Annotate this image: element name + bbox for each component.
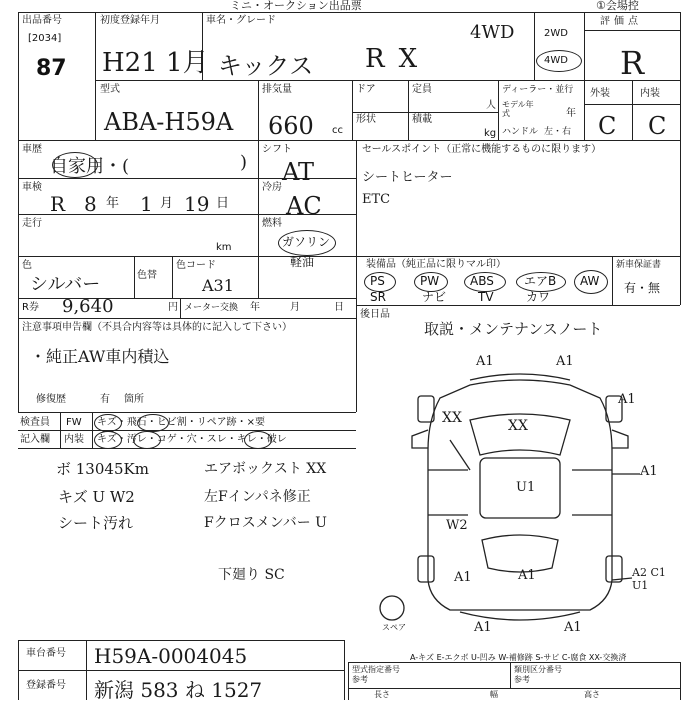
equip-ps: PS: [370, 274, 385, 288]
meter-month-unit: 月: [290, 302, 300, 313]
inspection-day: 19: [184, 192, 210, 216]
year-unit: 年: [566, 108, 576, 119]
fuel-gasoline: ガソリン: [282, 235, 331, 249]
equip-abs: ABS: [470, 274, 494, 288]
diagram-mark-10: A1: [518, 568, 536, 583]
inspector-note-5: 左Fインパネ修正: [204, 489, 311, 505]
inspector-note-6: Fクロスメンバー U: [204, 515, 327, 531]
equip-tv: TV: [478, 290, 494, 304]
interior-items: キズ・汚レ・コゲ・穴・スレ・キレ・破レ: [97, 434, 287, 445]
diagram-mark-6: U1: [516, 480, 536, 495]
lot-number: 87: [36, 56, 67, 81]
type-label: 型式: [100, 84, 120, 95]
length-label: 長さ: [374, 690, 390, 699]
class-number-label: 類別区分番号: [514, 665, 562, 674]
color-label: 色: [22, 260, 32, 271]
diagram-mark-3: A1: [618, 392, 636, 407]
lot-label: 出品番号: [22, 15, 62, 26]
diagram-mark-2: A1: [556, 354, 574, 369]
inspector-note-3: シート汚れ: [58, 514, 134, 532]
exterior-value: C: [598, 112, 617, 140]
fw-label: FW: [66, 417, 82, 428]
sales-point-1: シートヒーター: [362, 170, 453, 185]
interior-value: C: [648, 112, 667, 140]
interior-label: 内装: [640, 88, 660, 99]
fuel-label: 燃料: [262, 218, 282, 229]
meter-day-unit: 日: [334, 302, 344, 313]
inspection-era: R: [50, 192, 66, 216]
sales-point-2: ETC: [362, 192, 391, 207]
diagram-mark-9: A1: [454, 570, 472, 585]
aircon-label: 冷房: [262, 182, 282, 193]
inspector-label: 検査員: [20, 417, 50, 428]
model-grade: RX: [365, 44, 432, 74]
form-title: ミニ・オークション出品票: [230, 0, 362, 12]
inspection-year-unit: 年: [106, 196, 120, 211]
inspector-note-4: エアボックスト XX: [204, 461, 327, 477]
diagram-mark-12: A1: [474, 620, 492, 635]
first-registration-label: 初度登録年月: [100, 15, 160, 26]
person-unit: 人: [486, 100, 496, 111]
capacity-label: 定員: [412, 84, 432, 95]
history-close: ): [240, 152, 248, 173]
inspection-month: 1: [140, 192, 153, 216]
load-label: 積載: [412, 114, 432, 125]
displacement-value: 660: [268, 112, 314, 140]
model-year-label: モデル年式: [502, 100, 534, 118]
inspection-label: 車検: [22, 182, 42, 193]
new-warranty-label: 新車保証書: [616, 260, 662, 270]
recycle-value: 9,640: [62, 296, 114, 317]
diagram-mark-5: XX: [508, 418, 528, 434]
notes-label: 注意事項申告欄（不具合内容等は具体的に記入して下さい）: [22, 322, 292, 333]
equipment-label: 装備品（純正品に限りマル印）: [366, 259, 506, 270]
aircon-value: AC: [286, 192, 322, 220]
history-value: 自家用・(: [50, 156, 130, 177]
interior-check-label: 内装: [64, 434, 84, 445]
new-warranty-value: 有・無: [624, 281, 661, 295]
drive-2wd: 2WD: [544, 28, 568, 39]
recycle-unit: 円: [168, 302, 178, 313]
shape-label: 形状: [356, 114, 376, 125]
kg-unit: kg: [484, 128, 497, 139]
equip-aw: AW: [580, 274, 600, 288]
inspector-note-1: ボ 13045Km: [56, 460, 149, 478]
diagram-mark-11: A2 C1 U1: [632, 566, 666, 592]
color-change-label: 色替: [137, 270, 157, 281]
shift-label: シフト: [262, 144, 292, 155]
handle-options: 左・右: [544, 127, 572, 137]
diagram-mark-7: A1: [640, 464, 658, 479]
score-label: 評価点: [600, 16, 642, 27]
after-items-label: 後日品: [360, 309, 390, 320]
color-code-label: 色コード: [176, 260, 216, 271]
width-label: 幅: [490, 690, 498, 699]
damage-legend: A-キズ E-エクボ U-凹み W-補修跡 S-サビ C-腐食 XX-交換済: [410, 653, 627, 662]
notes-value: ・純正AW車内積込: [30, 347, 170, 366]
type-value: ABA-H59A: [104, 108, 234, 136]
meter-year-unit: 年: [250, 302, 260, 313]
displacement-unit: cc: [332, 125, 343, 136]
inspector-note-7: 下廻り SC: [218, 567, 285, 583]
sales-points-label: セールスポイント（正常に機能するものに限ります）: [362, 144, 602, 155]
meter-change-label: メーター交換: [184, 303, 239, 313]
score-value: R: [620, 44, 645, 82]
drive-note: 4WD: [470, 22, 515, 43]
color-value: シルバー: [30, 274, 101, 295]
repair-history-label: 修復歴: [36, 394, 66, 405]
mileage-unit: km: [216, 242, 232, 253]
model-grade-label: 車名・グレード: [206, 15, 276, 26]
doors-label: ドア: [356, 84, 376, 95]
type-designation-ref: 参考: [352, 675, 368, 684]
inspection-year: 8: [84, 192, 97, 216]
equip-pw: PW: [420, 274, 440, 288]
venue-copy-label: ①会場控: [596, 0, 639, 12]
history-label: 車歴: [22, 144, 42, 155]
after-items-value: 取説・メンテナンスノート: [424, 320, 603, 338]
inspection-day-unit: 日: [216, 196, 230, 211]
repair-history-value: 有: [100, 394, 110, 405]
dealer-label: ディーラー・並行: [502, 85, 574, 95]
handle-label: ハンドル: [502, 127, 539, 137]
inspection-month-unit: 月: [160, 196, 174, 211]
equip-airbag: エアB: [524, 274, 557, 288]
repair-history-place: 箇所: [124, 394, 144, 405]
plate-value: 新潟 583 ね 1527: [94, 678, 263, 702]
equip-leather: カワ: [526, 290, 551, 304]
first-registration-value: H21 1月: [102, 48, 209, 78]
class-number-ref: 参考: [514, 675, 530, 684]
type-designation-label: 型式指定番号: [352, 665, 400, 674]
diagram-mark-1: A1: [476, 354, 494, 369]
recycle-label: R券: [22, 302, 39, 313]
drive-4wd: 4WD: [544, 55, 568, 66]
fw-items: キズ・飛石・ヒビ割・リペア跡・×要: [97, 417, 265, 428]
spare-label: スペア: [382, 623, 406, 632]
inspector-note-2: キズ U W2: [58, 488, 135, 506]
shift-value: AT: [282, 158, 315, 186]
equip-sr: SR: [370, 290, 386, 304]
model-name: キックス: [218, 52, 314, 80]
color-code-value: A31: [202, 276, 234, 295]
exterior-label: 外装: [590, 88, 610, 99]
fuel-light-oil: 軽油: [290, 255, 315, 269]
diagram-mark-8: W2: [446, 518, 468, 533]
mileage-label: 走行: [22, 218, 42, 229]
diagram-mark-13: A1: [564, 620, 582, 635]
equip-navi: ナビ: [422, 290, 447, 304]
height-label: 高さ: [584, 690, 600, 699]
diagram-mark-4: XX: [442, 410, 462, 426]
chassis-value: H59A-0004045: [94, 644, 248, 668]
entry-label: 記入欄: [20, 434, 50, 445]
lot-code: [2034]: [28, 33, 62, 44]
chassis-label: 車台番号: [26, 648, 66, 659]
plate-label: 登録番号: [26, 680, 66, 691]
displacement-label: 排気量: [262, 84, 292, 95]
